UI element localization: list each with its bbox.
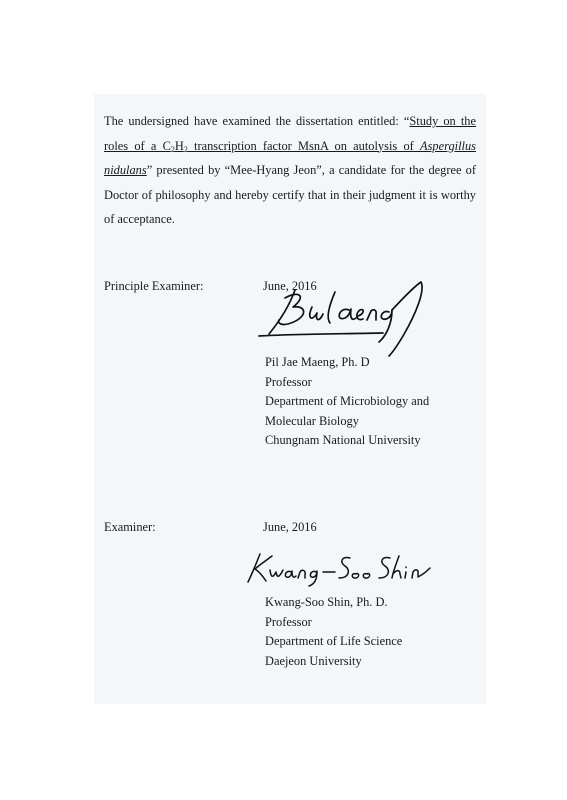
examiner-university: Daejeon University [265, 653, 362, 668]
principal-examiner-title: Professor [265, 374, 312, 389]
principal-examiner-university: Chungnam National University [265, 433, 421, 448]
principal-examiner-signature [255, 276, 435, 358]
dissertation-title: Study on the roles of a $C_2H_2$ transcription factor MsnA on autolysis of Aspergillus nidulans [104, 114, 476, 177]
principal-examiner-date: June, 2016 [263, 279, 317, 293]
examiner-title: Professor [265, 614, 312, 629]
principal-examiner-department-line1: Department of Microbiology and [265, 394, 430, 409]
principal-examiner-department-line2: Molecular Biology [265, 413, 359, 428]
intro-remainder: ” presented by “Mee-Hyang Jeon”, a candidate for the degree of Doctor of philosophy and hereby certify that in their judgment it is worthy of acceptance. [104, 163, 476, 226]
examiner-date: June, 2016 [263, 520, 317, 534]
examiner-details [265, 593, 402, 671]
examiner-name: Kwang-Soo Shin, Ph. D. [265, 595, 388, 609]
examiner-signature [246, 548, 436, 588]
principal-examiner-role: Principle Examiner: [104, 279, 204, 293]
principal-examiner-details [265, 353, 429, 451]
examiner-role: Examiner: [104, 520, 156, 534]
examiner-department: Department of Life Science [265, 634, 403, 649]
intro-lead: The undersigned have examined the dissertation entitled: “ [104, 114, 410, 128]
principal-examiner-name: Pil Jae Maeng, Ph. D [265, 355, 370, 369]
certification-paragraph [104, 109, 476, 232]
